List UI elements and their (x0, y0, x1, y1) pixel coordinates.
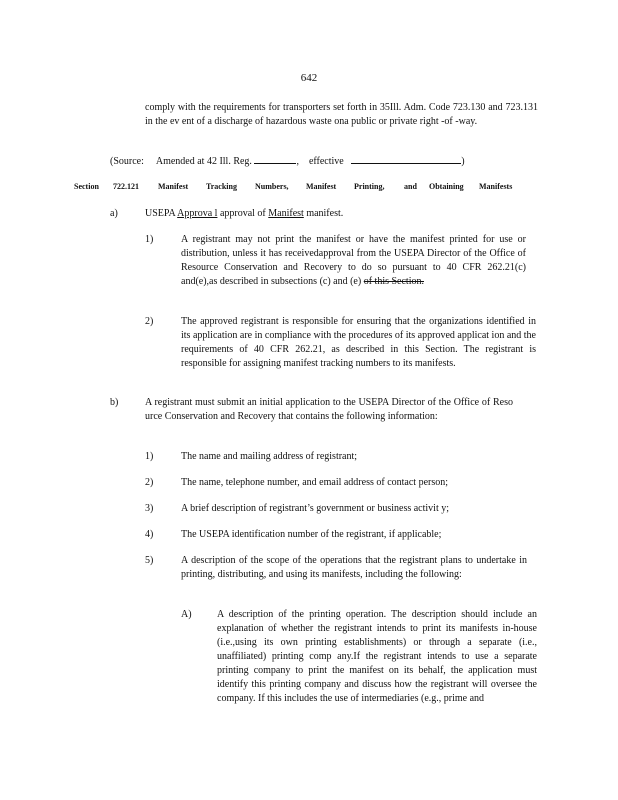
effective-date-blank (351, 153, 461, 164)
item-b1-text: The name and mailing address of registrant; (181, 451, 358, 462)
item-b5A-text: A description of the printing operation. The description should include an explanation of whether the registrant intends to print its manifests in-house (i.e.,using its own printing establishments) or through a separate (i.e., unaffiliated) printing comp any.If the registrant intends to use a separate printing company to print the manifest on its behalf, the application must identify this printing company and discuss how the registrant will oversee the company. If this includes the use of intermediaries (e.g., prime and (217, 609, 537, 704)
item-b4-text: The USEPA identification number of the registrant, if applicable; (181, 529, 442, 540)
item-b2-label: 2) (145, 477, 154, 488)
item-a1-label: 1) (145, 234, 154, 245)
item-a-text-start: USEPA (145, 208, 178, 219)
item-a-text (145, 207, 538, 221)
item-a-label: a) (110, 208, 118, 219)
item-a2-text: The approved registrant is responsible for ensuring that the organizations identified in its application are in compliance with the procedures of its approved applicat ion and the requirements of 40 CFR 262.21, as described in this Section. The registrant is responsible for assigning manifest tracking numbers to its manifests. (181, 316, 536, 369)
heading-word: Manifests (479, 182, 513, 191)
source-close: ) (461, 156, 465, 167)
heading-word: Obtaining (429, 182, 464, 191)
item-b1-label: 1) (145, 451, 154, 462)
item-a1-body: A registrant may not print the manifest or have the manifest printed for use or distribution, unless it has receivedapproval from the USEPA Director of the Office of Resource Conservation and Recovery to do so pursuant to 40 CFR 262.21(c) and(e),as described in subsections (c) and (e) (181, 234, 526, 287)
source-note (110, 153, 530, 169)
source-amended: Amended at 42 Ill. Reg. (155, 156, 252, 167)
source-prefix: (Source: (110, 156, 144, 167)
item-a1-struck: of this Section. (363, 276, 424, 287)
item-b-label: b) (110, 397, 119, 408)
heading-word: and (404, 182, 417, 191)
item-a-struck-2: Manifest (268, 208, 304, 219)
item-a2-label: 2) (145, 316, 154, 327)
heading-word: Printing, (354, 182, 385, 191)
item-b3-label: 3) (145, 503, 154, 514)
intro-paragraph: comply with the requirements for transporters set forth in 35Ill. Adm. Code 723.130 and 723.131 in the ev ent of a discharge of hazardous waste ona public or private right -of -way. (145, 102, 538, 127)
item-a-struck-1: Approva l (177, 208, 218, 219)
heading-word: Tracking (206, 182, 237, 191)
item-b5-label: 5) (145, 555, 154, 566)
item-a-text-end: manifest. (303, 208, 344, 219)
item-a1-text (181, 233, 526, 289)
register-volume-blank (254, 153, 296, 164)
item-b5-text: A description of the scope of the operations that the registrant plans to undertake in printing, distributing, and using its manifests, including the following: (181, 555, 527, 580)
item-b3-text: A brief description of registrant’s government or business activit y; (181, 503, 449, 514)
item-b-text: A registrant must submit an initial application to the USEPA Director of the Office of Reso urce Conservation and Recovery that contains the following information: (145, 397, 513, 422)
source-comma: , (296, 156, 299, 167)
page-number: 642 (300, 72, 318, 84)
item-b5A-label: A) (181, 609, 192, 620)
section-number: 722.121 (113, 182, 139, 191)
heading-word: Manifest (306, 182, 337, 191)
section-heading (74, 182, 514, 196)
item-b2-text: The name, telephone number, and email address of contact person; (181, 477, 449, 488)
item-a-text-mid: approval of (217, 208, 269, 219)
source-effective: effective (308, 156, 344, 167)
section-word: Section (74, 182, 99, 191)
heading-word: Numbers, (255, 182, 289, 191)
heading-word: Manifest (158, 182, 189, 191)
item-b4-label: 4) (145, 529, 154, 540)
